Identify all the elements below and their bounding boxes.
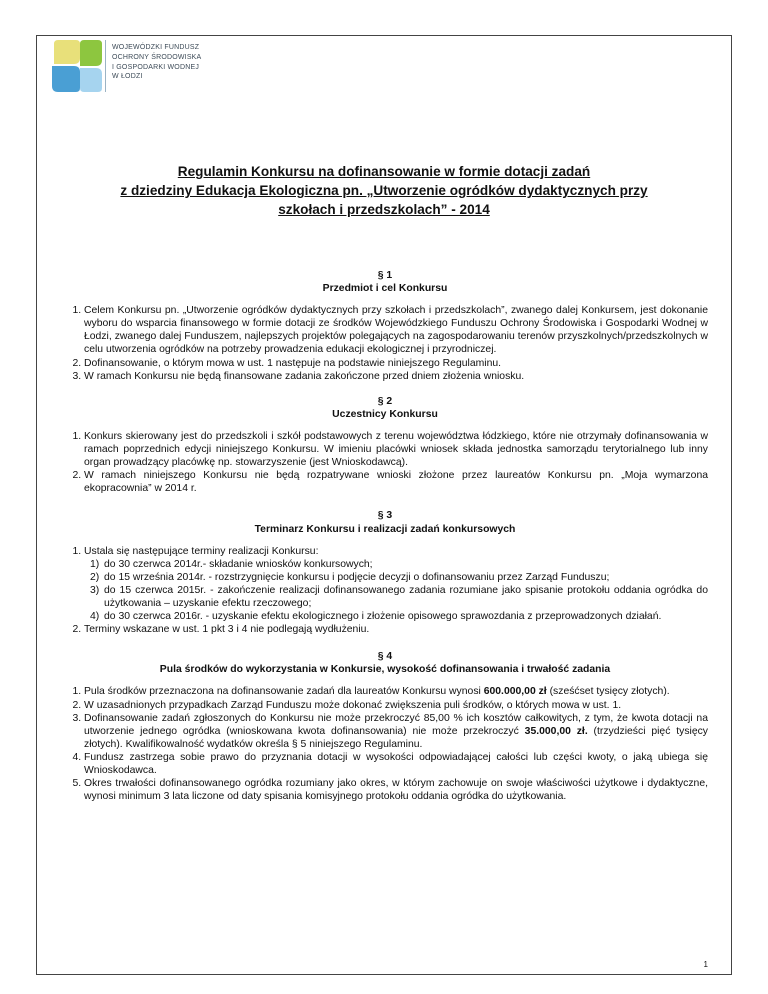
section-3-sublist — [84, 558, 708, 623]
section-3-list — [62, 545, 708, 637]
amount-max: 35.000,00 zł. — [524, 725, 588, 737]
list-item: 2. W uzasadnionych przypadkach Zarząd Funduszu może dokonać zwiększenia puli środków, o których mowa w ust. 1. — [84, 699, 708, 712]
section-4-number: § 4 — [377, 651, 393, 663]
list-item — [84, 545, 708, 624]
section-4-list — [62, 685, 708, 803]
section-3-number: § 3 — [377, 510, 393, 522]
section-1-list — [62, 304, 708, 383]
section-2-list — [62, 430, 708, 495]
title-line-2: z dziedziny Edukacja Ekologiczna pn. „Utworzenie ogródków dydaktycznych przy — [120, 183, 648, 198]
list-item: 4. Fundusz zastrzega sobie prawo do przyznania dotacji w wysokości odpowiadającej całości lub części kwoty, o jaką ubiega się Wnioskodawca. — [84, 751, 708, 777]
list-item-text: (sześćset tysięcy złotych). — [546, 686, 670, 698]
logo-text — [112, 43, 201, 82]
sub-list-item: do 15 czerwca 2015r. - zakończenie realizacji dofinansowanego zadania rozumiane jako spisanie protokołu oddania ogródka do użytkowania – uzyskanie efektu rzeczowego; — [104, 584, 708, 609]
amount-total: 600.000,00 zł — [483, 686, 547, 698]
title-line-3: szkołach i przedszkolach” - 2014 — [278, 202, 490, 217]
logo-line-4: W ŁODZI — [112, 73, 143, 81]
list-item: 5. Okres trwałości dofinansowanego ogródka rozumiany jako okres, w którym zachowuje on swoje właściwości użytkowe i dydaktyczne, wynosi minimum 3 lata liczone od daty spisania komisyjnego protokołu oddania ogródka do użytkowania. — [84, 777, 708, 803]
list-item-text: (trzydzieści pięć tysięcy złotych). Kwalifikowalność wydatków określa § 5 niniejszego Regulaminu. — [84, 725, 708, 750]
section-2-title: Uczestnicy Konkursu — [332, 408, 438, 420]
list-item — [84, 685, 708, 698]
list-item-text: Ustala się następujące terminy realizacji Konkursu: — [84, 545, 319, 557]
section-3-title: Terminarz Konkursu i realizacji zadań konkursowych — [254, 523, 516, 535]
section-1-number: § 1 — [377, 270, 393, 281]
list-item: 3. W ramach Konkursu nie będą finansowane zadania zakończone przed dniem złożenia wniosku. — [84, 370, 708, 383]
sub-list-item: do 30 czerwca 2016r. - uzyskanie efektu ekologicznego i złożenie opisowego sprawozdania z przeprowadzonych działań. — [104, 611, 662, 623]
list-item: 2. Dofinansowanie, o którym mowa w ust. 1 następuje na podstawie niniejszego Regulaminu. — [84, 357, 708, 370]
list-item: 2. Terminy wskazane w ust. 1 pkt 3 i 4 nie podlegają wydłużeniu. — [84, 623, 708, 636]
sub-list-item: do 30 czerwca 2014r.- składanie wniosków konkursowych; — [104, 558, 373, 570]
document-body — [62, 269, 708, 803]
list-item: 1. Celem Konkursu pn. „Utworzenie ogródków dydaktycznych przy szkołach i przedszkolach”, zwanego dalej Konkursem, jest dokonanie wyboru do wsparcia finansowego w formie dotacji ze środków Wojewódzkiego Funduszu Ochrony Środowiska i Gospodarki Wodnej w Łodzi, zwanego dalej Funduszem, najlepszych projektów polegających na zagospodarowaniu terenów przyszkolnych/przedszkolnych w celu utworzenia ogródków na potrzeby prowadzenia edukacji ekologicznej i przyrodniczej. — [84, 304, 708, 356]
logo-line-3: I GOSPODARKI WODNEJ — [112, 63, 200, 71]
logo-line-2: OCHRONY ŚRODOWISKA — [112, 53, 202, 61]
page-number: 1 — [703, 960, 708, 969]
list-item-text: Pula środków przeznaczona na dofinansowanie zadań dla laureatów Konkursu wynosi — [84, 686, 484, 698]
list-item: 2. W ramach niniejszego Konkursu nie będą rozpatrywane wnioski złożone przez laureatów Konkursu pn. „Moja wymarzona ekopracownia” w 2014 r. — [84, 469, 708, 495]
fund-logo — [50, 40, 210, 92]
section-2-number: § 2 — [377, 395, 393, 407]
leaf-logo-icon — [50, 40, 102, 92]
list-item — [84, 712, 708, 751]
document-title — [60, 162, 708, 219]
logo-line-1: WOJEWÓDZKI FUNDUSZ — [112, 44, 200, 51]
list-item-text: Dofinansowanie zadań zgłoszonych do Konkursu nie może przekroczyć 85,00 % ich kosztów całkowitych, z tym, że kwota dotacji na utworzenie jednego ogródka (wnioskowana kwota dofinansowania) nie może przekroczyć — [84, 712, 708, 737]
sub-list-item: do 15 września 2014r. - rozstrzygnięcie konkursu i podjęcie decyzji o dofinansowaniu przez Zarząd Funduszu; — [104, 571, 610, 583]
logo-divider — [105, 40, 106, 92]
title-line-1: Regulamin Konkursu na dofinansowanie w formie dotacji zadań — [177, 164, 591, 179]
list-item: 1. Konkurs skierowany jest do przedszkoli i szkół podstawowych z terenu województwa łódzkiego, które nie otrzymały dofinansowania w ramach poprzednich edycji niniejszego Konkursu. W imieniu placówki wniosek składa jednostka samorządu terytorialnego lub inny organ prowadzący placówkę np. stowarzyszenie (jest Wnioskodawcą). — [84, 430, 708, 469]
section-1-title: Przedmiot i cel Konkursu — [322, 283, 448, 295]
section-4-title: Pula środków do wykorzystania w Konkursie, wysokość dofinansowania i trwałość zadania — [159, 664, 611, 676]
